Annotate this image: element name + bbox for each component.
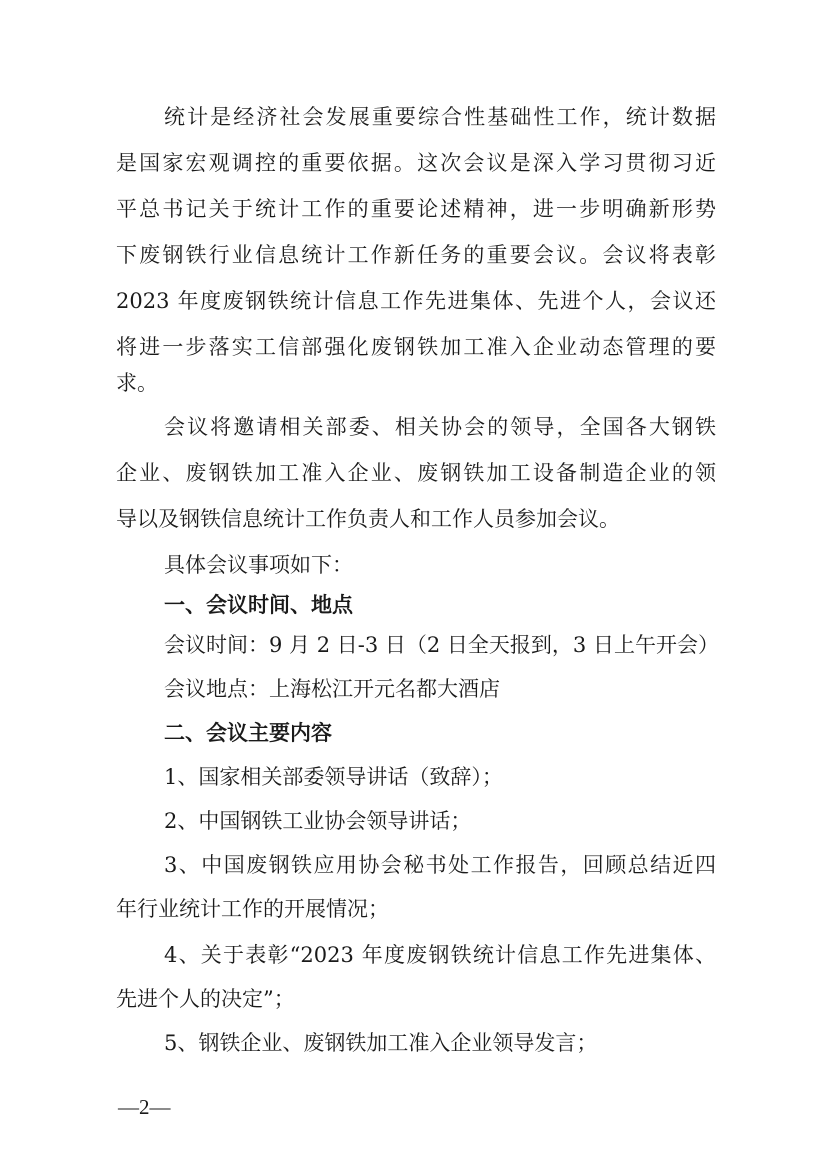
paragraph-line: 2023 年度废钢铁统计信息工作先进集体、先进个人，会议还 — [116, 289, 716, 313]
page-number: —2— — [118, 1095, 171, 1119]
list-item: 3、中国废钢铁应用协会秘书处工作报告，回顾总结近四 — [164, 853, 716, 877]
list-item: 5、钢铁企业、废钢铁加工准入企业领导发言； — [164, 1031, 598, 1055]
list-item: 2、中国钢铁工业协会领导讲话； — [164, 809, 472, 833]
paragraph-line: 将进一步落实工信部强化废钢铁加工准入企业动态管理的要 — [116, 335, 716, 359]
list-item-continuation: 年行业统计工作的开展情况； — [116, 897, 389, 921]
paragraph-line: 具体会议事项如下： — [164, 553, 353, 577]
meeting-time: 会议时间：9 月 2 日-3 日（2 日全天报到，3 日上午开会） — [164, 633, 719, 657]
section-heading: 一、会议时间、地点 — [164, 593, 353, 617]
paragraph-line: 企业、废钢铁加工准入企业、废钢铁加工设备制造企业的领 — [116, 461, 716, 485]
paragraph-line: 会议将邀请相关部委、相关协会的领导，全国各大钢铁 — [164, 415, 716, 439]
paragraph-line: 下废钢铁行业信息统计工作新任务的重要会议。会议将表彰 — [116, 243, 716, 267]
paragraph-line: 求。 — [116, 371, 158, 395]
list-item-continuation: 先进个人的决定”； — [116, 987, 295, 1011]
paragraph-line: 导以及钢铁信息统计工作负责人和工作人员参加会议。 — [116, 507, 620, 531]
paragraph-line: 是国家宏观调控的重要依据。这次会议是深入学习贯彻习近 — [116, 151, 716, 175]
list-item: 1、国家相关部委领导讲话（致辞）； — [164, 765, 503, 789]
list-item: 4、关于表彰“2023 年度废钢铁统计信息工作先进集体、 — [164, 943, 716, 967]
section-heading: 二、会议主要内容 — [164, 721, 332, 745]
paragraph-line: 统计是经济社会发展重要综合性基础性工作，统计数据 — [164, 105, 716, 129]
paragraph-line: 平总书记关于统计工作的重要论述精神，进一步明确新形势 — [116, 197, 716, 221]
meeting-place: 会议地点：上海松江开元名都大酒店 — [164, 677, 500, 701]
